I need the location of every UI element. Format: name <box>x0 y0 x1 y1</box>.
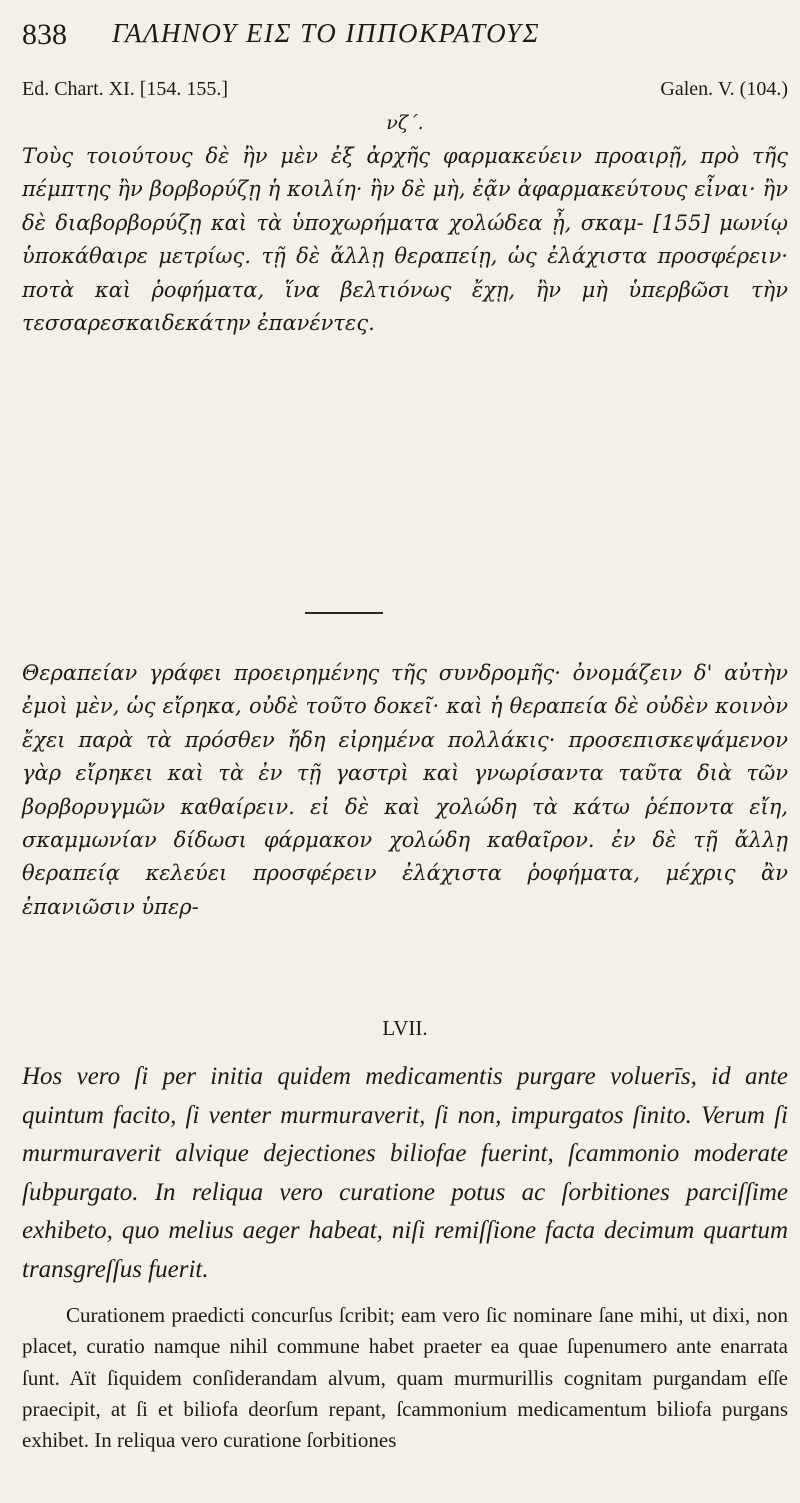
book-page <box>22 12 788 1492</box>
section-divider <box>305 612 383 614</box>
edition-reference-galen: Galen. V. (104.) <box>660 78 788 100</box>
page-number: 838 <box>22 18 67 51</box>
latin-commentary-text: Curationem praedicti concurſus ſcribit; eam vero ſic nominare ſane mihi, ut dixi, non placet, curatio namque nihil commune habet praeter ea quae ſupenumero ante enarrata ſunt. Aït ſiquidem conſiderandam alvum, quam murmurillis cognitam purgandam eſſe praecipit, at ſi et biliofa deorſum repant, ſcammonium medicamentum biliofa purgans exhibet. In reliqua vero curatione ſorbitiones <box>22 1303 788 1453</box>
greek-section-numeral: νζ΄. <box>386 112 424 134</box>
running-title: ΓΑΛΗΝΟΥ ΕΙΣ ΤΟ ΙΠΠΟΚΡΑΤΟΥΣ <box>112 18 541 48</box>
latin-aphorism-text: Hos vero ſi per initia quidem medicamentis purgare voluerīs, id ante quintum facito, ſi venter murmuraverit, ſi non, impurgatos ſinito. Verum ſi murmuraverit alvique dejectiones biliofae fuerint, ſcammonio moderate ſubpurgato. In reliqua vero curatione potus ac ſorbitiones parciſſime exhibeto, quo melius aeger habeat, niſi remiſſione facta decimum quartum transgreſſus fuerit. <box>22 1063 788 1283</box>
edition-reference-chartier: Ed. Chart. XI. [154. 155.] <box>22 78 229 100</box>
page-header <box>22 12 788 62</box>
greek-aphorism-text: Τοὺς τοιούτους δὲ ἢν μὲν ἐξ ἀρχῆς φαρμακεύειν προαιρῇ, πρὸ τῆς πέμπτης ἢν βορβορύζῃ ἡ κοιλίη· ἢν δὲ μὴ, ἐᾷν ἀφαρμακεύτους εἶναι· ἢν δὲ διαβορβορύζῃ καὶ τὰ ὑποχωρήματα χολώδεα ᾖ, σκαμ- [155] μωνίῳ ὑποκάθαιρε μετρίως. τῇ δὲ ἄλλῃ θεραπείῃ, ὡς ἐλάχιστα προσφέρειν· ποτὰ καὶ ῥοφήματα, ἵνα βελτιόνως ἔχῃ, ἢν μὴ ὑπερβῶσι τὴν τεσσαρεσκαιδεκάτην ἐπανέντες. <box>22 144 788 336</box>
latin-section-numeral: LVII. <box>382 1016 428 1040</box>
edition-references <box>22 78 788 108</box>
greek-commentary-text: Θεραπείαν γράφει προειρημένης τῆς συνδρομῆς· ὀνομάζειν δ' αὐτὴν ἐμοὶ μὲν, ὡς εἴρηκα, οὐδὲ τοῦτο δοκεῖ· καὶ ἡ θεραπεία δὲ οὐδὲν κοινὸν ἔχει παρὰ τὰ πρόσθεν ἤδη εἰρημένα πολλάκις· προσεπισκεψάμενον γὰρ εἴρηκει καὶ τὰ ἐν τῇ γαστρὶ καὶ γνωρίσαντα ταῦτα διὰ τῶν βορβορυγμῶν καθαίρειν. εἰ δὲ καὶ χολώδη τὰ κάτω ῥέποντα εἴη, σκαμμωνίαν δίδωσι φάρμακον χολώδη καθαῖρον. ἐν δὲ τῇ ἄλλῃ θεραπείᾳ κελεύει προσφέρειν ἐλάχιστα ῥοφήματα, μέχρις ἂν ἐπανιῶσιν ὑπερ- <box>22 661 788 919</box>
